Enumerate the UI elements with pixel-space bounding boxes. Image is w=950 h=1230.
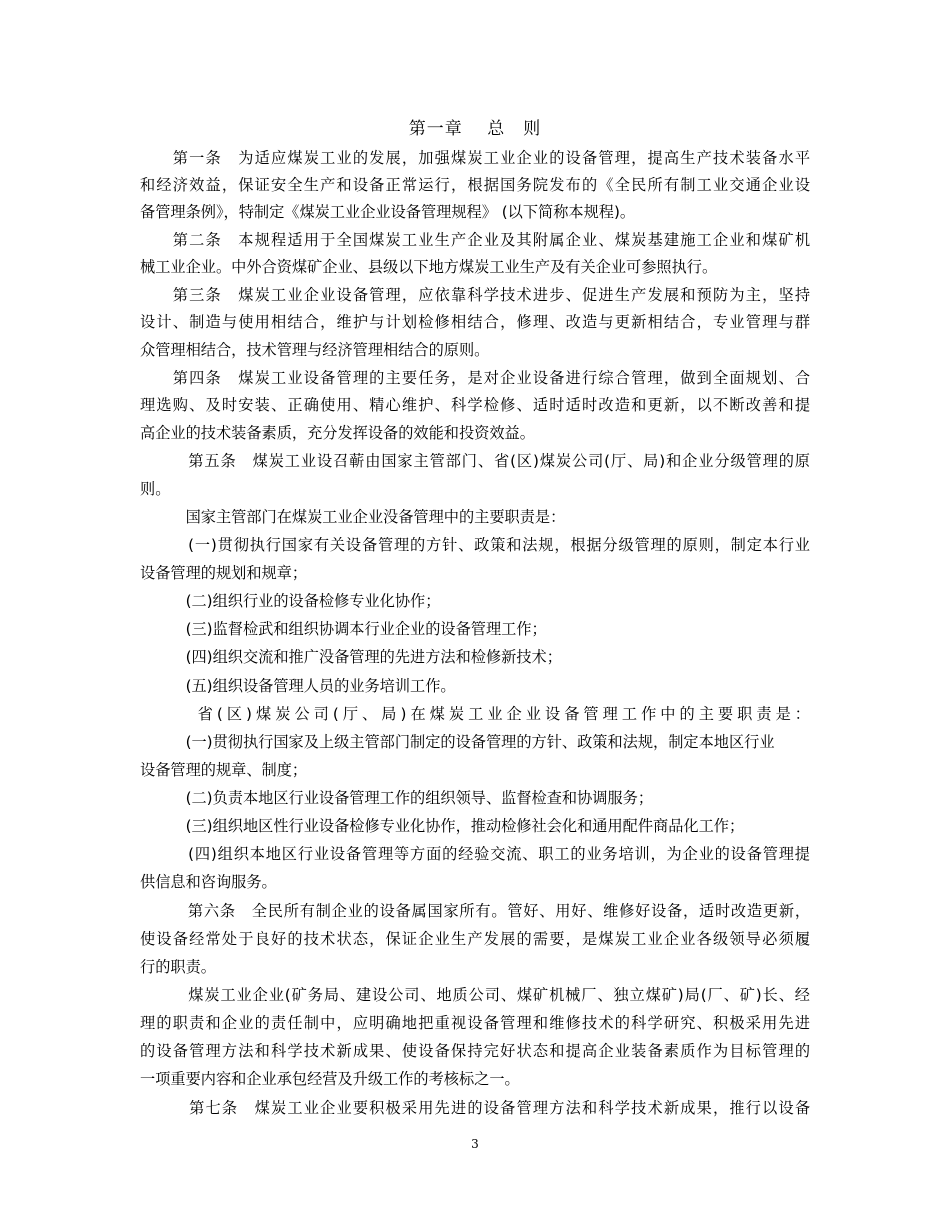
body-line: 械工业企业。中外合资煤矿企业、县级以下地方煤炭工业生产及有关企业可参照执行。 <box>140 258 718 276</box>
body-line: (一)贯彻执行国家有关设备管理的方针、政策和法规，根据分级管理的原则，制定本行业 <box>140 536 810 554</box>
body-line: (四)组织本地区行业设备管理等方面的经验交流、职工的业务培训，为企业的设备管理提 <box>140 845 810 863</box>
body-line: 第七条 煤炭工业企业要积极采用先进的设备管理方法和科学技术新成果，推行以设备 <box>140 1099 810 1117</box>
body-line: (三)监督检武和组织协调本行业企业的设备管理工作； <box>140 620 547 638</box>
body-line: 的设备管理方法和科学技术新成果、使设备保持完好状态和提高企业装备素质作为目标管理的 <box>140 1042 810 1060</box>
body-line: 第四条 煤炭工业设备管理的主要任务，是对企业设备进行综合管理，做到全面规划、合 <box>140 369 810 387</box>
body-line: 众管理相结合，技术管理与经济管理相结合的原则。 <box>140 341 490 359</box>
body-line: 第五条 煤炭工业设召蕲由国家主管部门、省(区)煤炭公司(厅、局)和企业分级管理的原 <box>140 452 810 470</box>
body-line: 一项重要内容和企业承包经营及升级工作的考核标之一。 <box>140 1070 520 1088</box>
body-line: 设计、制造与使用相结合，维护与计划检修相结合，修理、改造与更新相结合，专业管理与群 <box>140 313 810 331</box>
body-line: 省(区)煤炭公司(厅、局)在煤炭工业企业设备管理工作中的主要职责是： <box>140 705 810 723</box>
body-line: (三)组织地区性行业设备检修专业化协作，推动检修社会化和通用配件商品化工作； <box>140 817 745 835</box>
body-line: (五)组织设备管理人员的业务培训工作。 <box>140 677 456 695</box>
body-line: 设备管理的规划和规章； <box>140 564 308 582</box>
body-line: 煤炭工业企业(矿务局、建设公司、地质公司、煤矿机械厂、独立煤矿)局(厂、矿)长、经 <box>140 986 810 1004</box>
body-line: 备管理条例》，特制定《煤炭工业企业设备管理规程》 (以下简称本规程)。 <box>140 203 636 221</box>
body-line: 则。 <box>140 480 171 498</box>
body-line: 高企业的技术装备素质，充分发挥设备的效能和投资效益。 <box>140 424 535 442</box>
body-line: 第三条 煤炭工业企业设备管理，应依靠科学技术进步、促进生产发展和预防为主，坚持 <box>140 286 810 304</box>
body-line: 设备管理的规章、制度； <box>140 761 308 779</box>
body-line: 第六条 全民所有制企业的设备属国家所有。管好、用好、维修好设备，适时改造更新， <box>140 902 810 920</box>
body-line: 使设备经常处于良好的技术状态，保证企业生产发展的需要，是煤炭工业企业各级领导必须履 <box>140 930 810 948</box>
body-line: (四)组织交流和推广没备管理的先进方法和检修新技术； <box>140 648 562 666</box>
page-number: 3 <box>471 1137 479 1151</box>
body-line: (一)贯彻执行国家及上级主管部门制定的设备管理的方针、政策和法规，制定本地区行业 <box>140 733 775 751</box>
body-line: (二)负责本地区行业设备管理工作的组织领导、监督检查和协调服务； <box>140 789 654 807</box>
body-line: 第一条 为适应煤炭工业的发展，加强煤炭工业企业的设备管理，提高生产技术装备水平 <box>140 149 810 167</box>
body-line: 第二条 本规程适用于全国煤炭工业生产企业及其附属企业、煤炭基建施工企业和煤矿机 <box>140 231 810 249</box>
body-line: 理的职责和企业的责任制中，应明确地把重视设备管理和维修技术的科学研究、积极采用先进 <box>140 1014 810 1032</box>
chapter-title: 第一章 总 则 <box>408 119 542 139</box>
body-line: 和经济效益，保证安全生产和设备正常运行，根据国务院发布的《全民所有制工业交通企业设 <box>140 176 810 194</box>
body-line: (二)组织行业的设备检修专业化协作； <box>140 592 441 610</box>
body-line: 国家主管部门在煤炭工业企业没备管理中的主要职责是： <box>140 508 566 526</box>
body-line: 供信息和咨询服务。 <box>140 873 277 891</box>
body-line: 行的职责。 <box>140 958 216 976</box>
body-line: 理选购、及时安装、正确使用、精心维护、科学检修、适时适时改造和更新，以不断改善和提 <box>140 396 810 414</box>
